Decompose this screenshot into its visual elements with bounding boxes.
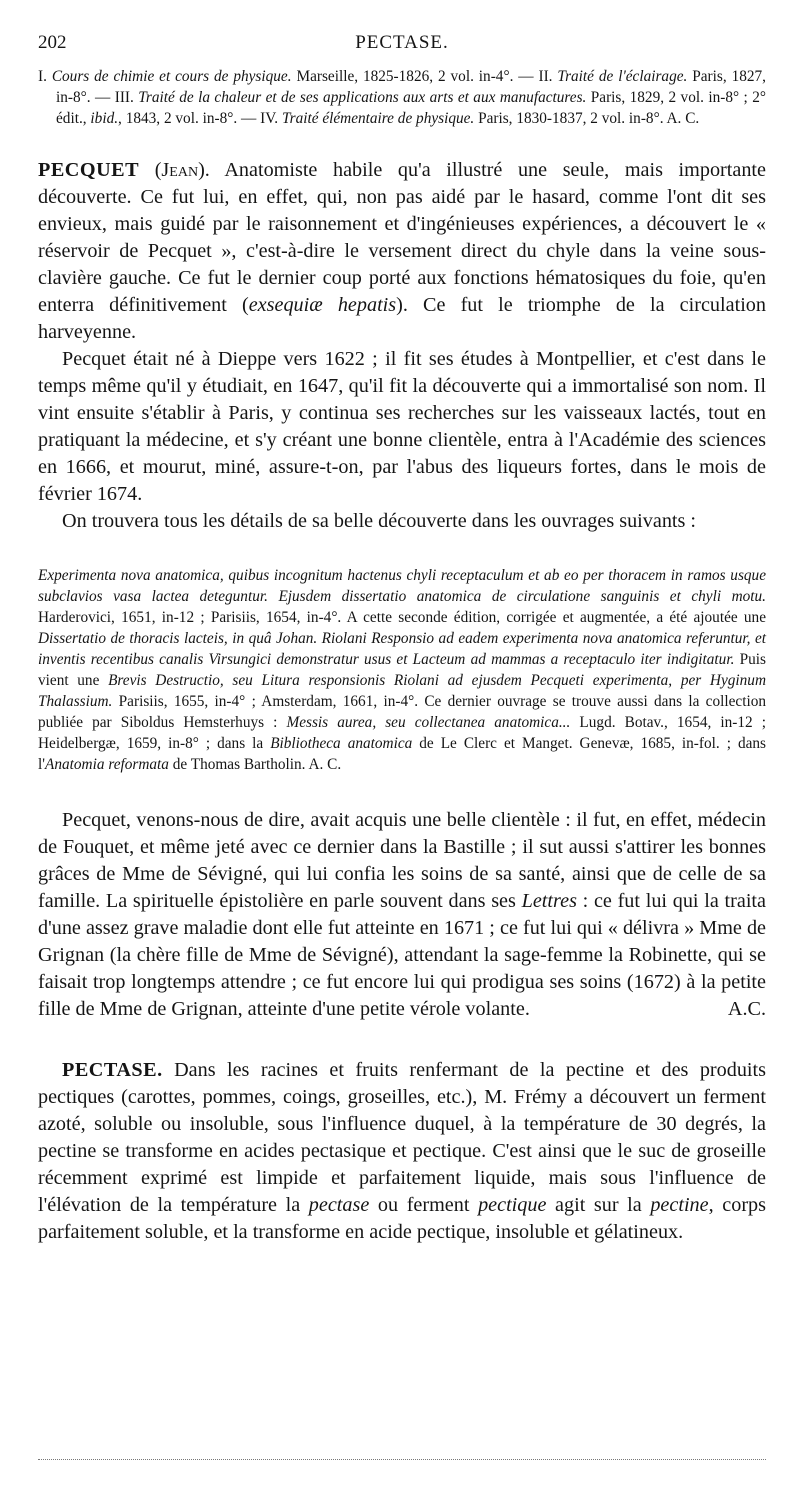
signature: A. C.	[666, 110, 700, 127]
pecquet-works-intro: On trouvera tous les détails de sa belle découverte dans les ouvrages suivants :	[62, 510, 697, 532]
running-header	[38, 28, 766, 58]
running-title: PECTASE.	[355, 32, 449, 53]
pecquet-biography-paragraph: Pecquet était né à Dieppe vers 1622 ; il fit ses études à Montpellier, et c'est dans le temps même qu'il y étudiait, en 1647, qu'il fit la découverte qui a immortalisé son nom. Il vint ensuite s'établir à Paris, y continua ses recherches sur les vaisseaux lactés, tout en pratiquant la médecine, et s'y créant une bonne clientèle, entra à l'Académie des sciences en 1666, et mourut, miné, assure-t-on, par l'abus des liqueurs fortes, dans le mois de février 1674.	[38, 348, 766, 505]
pectase-entry: PECTASE. Dans les racines et fruits renfermant de la pectine et des produits pectiques (carottes, pommes, coings, groseilles, etc.), M. Frémy a découvert un ferment azoté, soluble ou insoluble, sous l'influence duquel, à la température de 30 degrés, la pectine se transforme en acides pectasique et pectique. C'est ainsi que le suc de groseille récemment exprimé est limpide et parfaitement liquide, mais sous l'influence de l'élévation de la température la pectase ou ferment pectique agit sur la pectine, corps parfaitement soluble, et la transforme en acide pectique, insoluble et gélatineux.	[38, 1059, 766, 1243]
bibliography-top: I. Cours de chimie et cours de physique. Marseille, 1825-1826, 2 vol. in-4°. — II. Traité de l'éclairage. Paris, 1827, in-8°. — III. Traité de la chaleur et de ses applications aux arts et aux manufactures. Paris, 1829, 2 vol. in-8° ; 2° édit., ibid., 1843, 2 vol. in-8°. — IV. Traité élémentaire de physique. Paris, 1830-1837, 2 vol. in-8°. A. C.	[38, 68, 766, 127]
footer-dotted-rule	[38, 1459, 766, 1460]
pecquet-entry-intro: PECQUET (Jean). Anatomiste habile qu'a illustré une seule, mais importante découverte. Ce fut lui, en effet, qui, non pas aidé par le hasard, comme l'ont dit ses envieux, mais guidé par le raisonnement et d'ingénieuses expériences, a découvert le « réservoir de Pecquet », c'est-à-dire le versement direct du chyle dans la veine sous-clavière gauche. Ce fut le dernier coup porté aux fonctions hématosiques du foie, qu'en enterra définitivement (exsequiæ hepatis). Ce fut le triomphe de la circulation harveyenne.	[38, 159, 766, 343]
pecquet-works-list: Experimenta nova anatomica, quibus incognitum hactenus chyli receptaculum et ab eo per thoracem in ramos usque subclavios vasa lactea deteguntur. Ejusdem dissertatio anatomica de circulatione sanguinis et chyli motu. Harderovici, 1651, in-12 ; Parisiis, 1654, in-4°. A cette seconde édition, corrigée et augmentée, a été ajoutée une Dissertatio de thoracis lacteis, in quâ Johan. Riolani Responsio ad eadem experimenta nova anatomica referuntur, et inventis recentibus canalis Virsungici demonstratur usus et Lacteum ad mammas a receptaculo iter indigitatur. Puis vient une Brevis Destructio, seu Litura responsionis Riolani ad ejusdem Pecqueti experimenta, per Hyginum Thalassium. Parisiis, 1655, in-4° ; Amsterdam, 1661, in-4°. Ce dernier ouvrage se trouve aussi dans la collection publiée par Siboldus Hemsterhuys : Messis aurea, seu collectanea anatomica... Lugd. Botav., 1654, in-12 ; Heidelbergæ, 1659, in-8° ; dans la Bibliotheca anatomica de Le Clerc et Manget. Genevæ, 1685, in-fol. ; dans l'Anatomia reformata de Thomas Bartholin. A. C.	[38, 567, 767, 773]
entry-forename: Jean	[161, 159, 199, 181]
pecquet-sevigne-paragraph: Pecquet, venons-nous de dire, avait acquis une belle clientèle : il fut, en effet, médecin de Fouquet, et même jeté avec ce dernier dans la Bastille ; il sut aussi s'attirer les bonnes grâces de Mme de Sévigné, qui lui confia les soins de sa santé, ainsi que de celle de sa famille. La spirituelle épistolière en parle souvent dans ses Lettres : ce fut lui qui la traita d'une assez grave maladie dont elle fut atteinte en 1671 ; ce fut lui qui « délivra » Mme de Grignan (la chère fille de Mme de Sévigné), attendant la sage-femme la Robinette, qui se faisait trop longtemps attendre ; ce fut encore lui qui prodigua ses soins (1672) à la petite fille de Mme de Grignan, atteinte d'une petite vérole volante. A.C.	[38, 807, 766, 1023]
book-page	[38, 28, 766, 1246]
page-number: 202	[38, 32, 67, 53]
signature: A.C.	[727, 998, 766, 1020]
entry-headword: PECQUET	[38, 159, 140, 181]
entry-headword: PECTASE.	[62, 1059, 163, 1081]
signature: A. C.	[308, 756, 342, 773]
